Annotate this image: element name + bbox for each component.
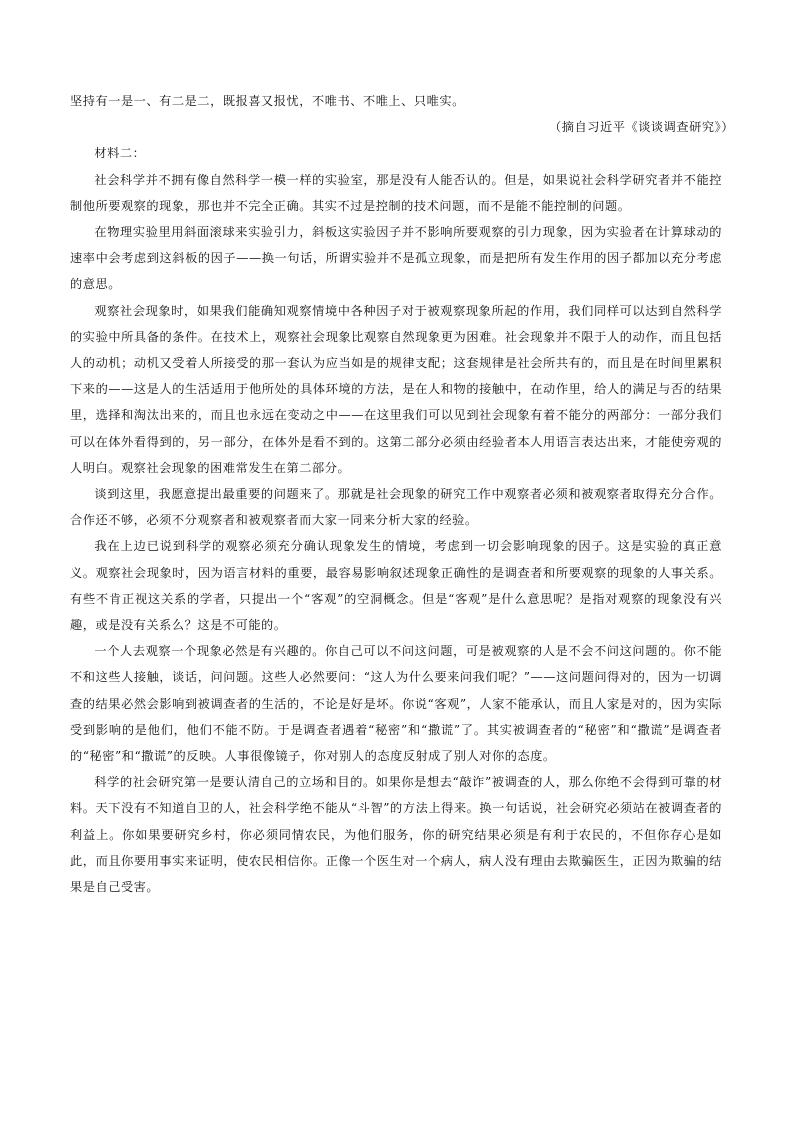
paragraph-3: 观察社会现象时，如果我们能确知观察情境中各种因子对于被观察现象所起的作用，我们同样可以达到自然科学的实验中所具备的条件。在技术上，观察社会现象比观察自然现象更为困难。社会现象并不限于人的动作，而且包括人的动机；动机又受着人所接受的那一套认为应当如是的规律支配；这套规律是社会所共有的，而且是在时间里累积下来的——这是人的生活适用于他所处的具体环境的方法，是在人和物的接触中，在动作里，给人的满足与否的结果里，选择和淘汰出来的，而且也永远在变动之中——在这里我们可以见到社会现象有着不能分的两部分：一部分我们可以在体外看得到的，另一部分，在体外是看不到的。这第二部分必须由经验者本人用语言表达出来，才能使旁观的人明白。观察社会现象的困难常发生在第二部分。 xyxy=(70,303,722,475)
paragraph-7: 科学的社会研究第一是要认清自己的立场和目的。如果你是想去“敲诈”被调查的人，那么你绝不会得到可靠的材料。天下没有不知道自卫的人，社会科学绝不能从“斗智”的方法上得来。换一句话说，社会研究必须站在被调查者的利益上。你如果要研究乡村，你必须同情农民，为他们服务，你的研究结果必须是有利于农民的，不但你存心是如此，而且你要用事实来证明，使农民相信你。正像一个医生对一个病人，病人没有理由去欺骗医生，正因为欺骗的结果是自己受害。 xyxy=(70,775,722,895)
paragraph-5: 我在上边已说到科学的观察必须充分确认现象发生的情境，考虑到一切会影响现象的因子。这是实验的真正意义。观察社会现象时，因为语言材料的重要，最容易影响叙述现象正确性的是调查者和所要观察的现象的人事关系。有些不肯正视这关系的学者，只提出一个“客观”的空洞概念。但是“客观”是什么意思呢？是指对观察的现象没有兴趣，或是没有关系么？这是不可能的。 xyxy=(70,539,722,633)
paragraph-intro-continuation: 坚持有一是一、有二是二，既报喜又报忧，不唯书、不唯上、只唯实。 xyxy=(70,94,465,108)
paragraph-6: 一个人去观察一个现象必然是有兴趣的。你自己可以不问这问题，可是被观察的人是不会不问这问题的。你不能不和这些人接触，谈话，问问题。这些人必然要问：“这人为什么要来问我们呢？”——这问题问得对的，因为一切调查的结果必然会影响到被调查者的生活的，不论是好是坏。你说“客观”，人家不能承认，而且人家是对的，因为实际受到影响的是他们，他们不能不防。于是调查者遇着“秘密”和“撒谎”了。其实被调查者的“秘密”和“撒谎”是调查者的“秘密”和“撒谎”的反映。人事很像镜子，你对别人的态度反射成了别人对你的态度。 xyxy=(70,644,722,764)
paragraph-2: 在物理实验里用斜面滚球来实验引力，斜板这实验因子并不影响所要观察的引力现象，因为实验者在计算球动的速率中会考虑到这斜板的因子——换一句话，所谓实验并不是孤立现象，而是把所有发生作用的因子都加以充分考虑的意思。 xyxy=(70,225,722,292)
section-heading-material-two: 材料二： xyxy=(94,146,146,161)
source-citation: （摘自习近平《谈谈调查研究》） xyxy=(549,120,734,135)
paragraph-1: 社会科学并不拥有像自然科学一模一样的实验室，那是没有人能否认的。但是，如果说社会科学研究者并不能控制他所要观察的现象，那也并不完全正确。其实不过是控制的技术问题，而不是能不能控制的问题。 xyxy=(70,172,722,213)
document-body xyxy=(70,88,734,900)
paragraph-4: 谈到这里，我愿意提出最重要的问题来了。那就是社会现象的研究工作中观察者必须和被观察者取得充分合作。合作还不够，必须不分观察者和被观察者而大家一同来分析大家的经验。 xyxy=(70,487,722,528)
